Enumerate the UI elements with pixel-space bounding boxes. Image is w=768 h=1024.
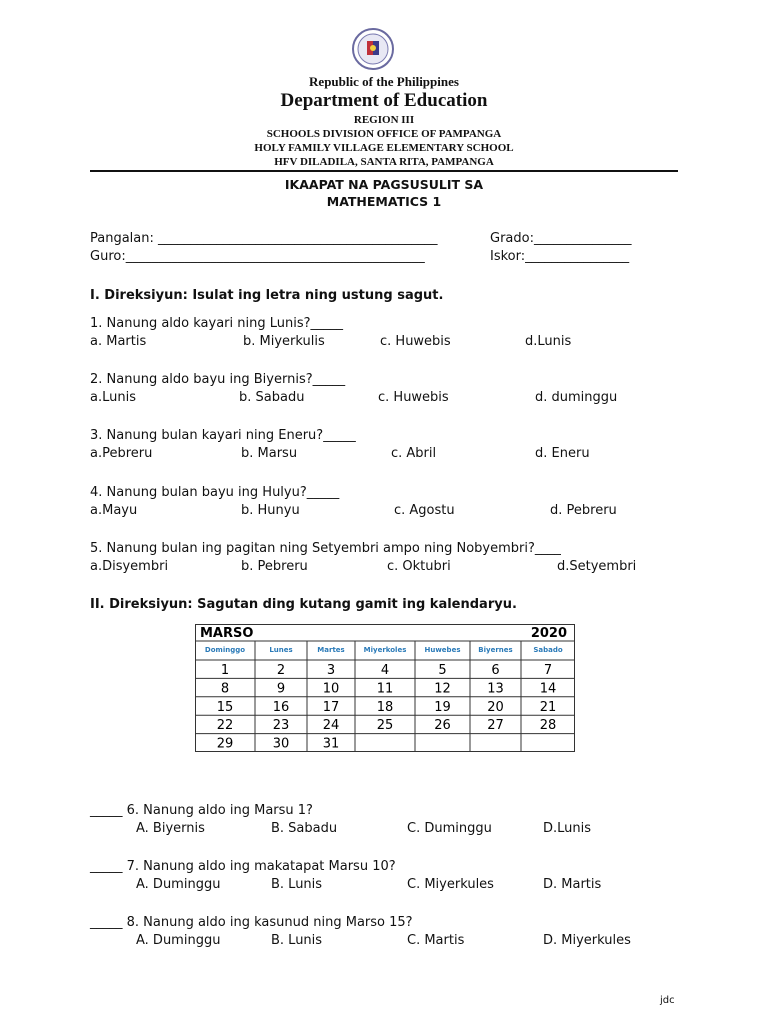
- choice-c[interactable]: c. Huwebis: [380, 334, 451, 349]
- question-text: 4. Nanung bulan bayu ing Hulyu?_____: [90, 485, 340, 500]
- calendar-date: 3: [326, 663, 336, 678]
- calendar-date: 26: [434, 718, 451, 734]
- score-field[interactable]: Iskor:________________: [490, 249, 630, 264]
- choice-a[interactable]: a. Martis: [90, 334, 147, 349]
- calendar-date: 18: [376, 699, 394, 715]
- calendar-day-header: Sabado: [533, 646, 563, 654]
- calendar-date: 29: [216, 736, 234, 752]
- calendar-date: 31: [322, 736, 340, 752]
- choice-c[interactable]: C. Duminggu: [407, 821, 492, 836]
- calendar-month: MARSO: [200, 626, 254, 641]
- choice-c[interactable]: c. Abril: [391, 446, 437, 461]
- division-line: SCHOOLS DIVISION OFFICE OF PAMPANGA: [266, 128, 502, 140]
- section2-heading: II. Direksiyun: Sagutan ding kutang gamit ing kalendaryu.: [90, 597, 517, 612]
- calendar-date: 21: [539, 699, 557, 715]
- choice-d[interactable]: D. Martis: [543, 877, 602, 892]
- choice-b[interactable]: B. Sabadu: [271, 821, 338, 836]
- choice-d[interactable]: d. Pebreru: [550, 503, 617, 518]
- choice-b[interactable]: B. Lunis: [271, 933, 323, 948]
- calendar-date: 5: [438, 663, 447, 678]
- header-divider: [90, 170, 678, 172]
- calendar-date: 14: [539, 681, 557, 697]
- calendar-date: 24: [322, 718, 340, 734]
- choice-a[interactable]: A. Biyernis: [136, 821, 205, 836]
- question-text: 1. Nanung aldo kayari ning Lunis?_____: [90, 316, 344, 331]
- calendar-date: 22: [216, 718, 234, 734]
- calendar-day-header: Martes: [317, 646, 345, 654]
- calendar-date: 30: [272, 736, 290, 752]
- question-text: 3. Nanung bulan kayari ning Eneru?_____: [90, 428, 356, 443]
- calendar-date: 10: [322, 681, 340, 697]
- republic-line: Republic of the Philippines: [309, 74, 459, 89]
- march-calendar: [195, 624, 575, 752]
- choice-b[interactable]: b. Marsu: [241, 446, 298, 461]
- region-line: REGION III: [353, 114, 415, 126]
- deped-seal-icon: [351, 27, 395, 71]
- choice-d[interactable]: D. Miyerkules: [543, 933, 631, 948]
- question-text: 5. Nanung bulan ing pagitan ning Setyembri ampo ning Nobyembri?____: [90, 541, 561, 556]
- choice-b[interactable]: b. Hunyu: [241, 503, 300, 518]
- calendar-day-header: Dominggo: [204, 646, 246, 654]
- choice-d[interactable]: d. Eneru: [535, 446, 590, 461]
- teacher-field[interactable]: Guro:______________________________________________: [90, 249, 425, 264]
- choice-b[interactable]: b. Miyerkulis: [243, 334, 325, 349]
- calendar-date: 23: [272, 718, 290, 734]
- choice-d[interactable]: d. duminggu: [535, 390, 618, 405]
- calendar-date: 12: [434, 681, 451, 697]
- calendar-date: 4: [380, 663, 390, 678]
- footer-initials: jdc: [660, 995, 675, 1006]
- choice-d[interactable]: D.Lunis: [543, 821, 592, 836]
- choice-a[interactable]: a.Mayu: [90, 503, 138, 518]
- exam-subject: MATHEMATICS 1: [326, 194, 442, 209]
- choice-c[interactable]: C. Miyerkules: [407, 877, 494, 892]
- calendar-year: 2020: [530, 626, 567, 641]
- name-field[interactable]: Pangalan: ___________________________________________: [90, 231, 438, 246]
- calendar-date: 6: [491, 663, 500, 678]
- calendar-date: 20: [487, 699, 504, 715]
- choice-d[interactable]: d.Setyembri: [557, 559, 637, 574]
- calendar-date: 8: [220, 681, 230, 697]
- calendar-date: 15: [216, 699, 234, 715]
- calendar-date: 9: [276, 681, 286, 697]
- question-text: _____ 6. Nanung aldo ing Marsu 1?: [90, 803, 313, 818]
- choice-c[interactable]: c. Agostu: [394, 503, 455, 518]
- choice-a[interactable]: a.Disyembri: [90, 559, 169, 574]
- exam-title: IKAAPAT NA PAGSUSULIT SA: [284, 177, 484, 192]
- choice-a[interactable]: a.Pebreru: [90, 446, 153, 461]
- choice-c[interactable]: c. Oktubri: [387, 559, 451, 574]
- department-title: Department of Education: [280, 90, 488, 111]
- question-text: 2. Nanung aldo bayu ing Biyernis?_____: [90, 372, 346, 387]
- calendar-date: 17: [322, 699, 340, 715]
- calendar-date: 16: [272, 699, 290, 715]
- calendar-date: 13: [487, 681, 504, 697]
- school-line: HOLY FAMILY VILLAGE ELEMENTARY SCHOOL: [254, 142, 514, 154]
- choice-d[interactable]: d.Lunis: [525, 334, 572, 349]
- calendar-date: 11: [376, 681, 394, 697]
- calendar-date: 25: [376, 718, 394, 734]
- calendar-day-header: Biyernes: [478, 646, 513, 654]
- choice-a[interactable]: A. Duminggu: [136, 933, 221, 948]
- section1-heading: I. Direksiyun: Isulat ing letra ning ustung sagut.: [90, 288, 444, 303]
- calendar-date: 2: [276, 663, 286, 678]
- choice-c[interactable]: c. Huwebis: [378, 390, 449, 405]
- calendar-date: 19: [434, 699, 451, 715]
- grade-field[interactable]: Grado:_______________: [490, 231, 632, 246]
- calendar-date: 27: [487, 718, 504, 734]
- calendar-day-header: Lunes: [269, 646, 293, 654]
- calendar-date: 1: [220, 663, 230, 678]
- choice-b[interactable]: b. Sabadu: [239, 390, 305, 405]
- calendar-date: 7: [543, 663, 553, 678]
- calendar-day-header: Huwebes: [424, 646, 461, 654]
- choice-a[interactable]: a.Lunis: [90, 390, 136, 405]
- address-line: HFV DILADILA, SANTA RITA, PAMPANGA: [274, 156, 494, 168]
- choice-a[interactable]: A. Duminggu: [136, 877, 221, 892]
- calendar-day-header: Miyerkoles: [363, 646, 407, 654]
- choice-b[interactable]: b. Pebreru: [241, 559, 308, 574]
- question-text: _____ 7. Nanung aldo ing makatapat Marsu 10?: [90, 859, 396, 874]
- choice-c[interactable]: C. Martis: [407, 933, 465, 948]
- question-text: _____ 8. Nanung aldo ing kasunud ning Marso 15?: [90, 915, 413, 930]
- choice-b[interactable]: B. Lunis: [271, 877, 323, 892]
- calendar-date: 28: [539, 718, 557, 734]
